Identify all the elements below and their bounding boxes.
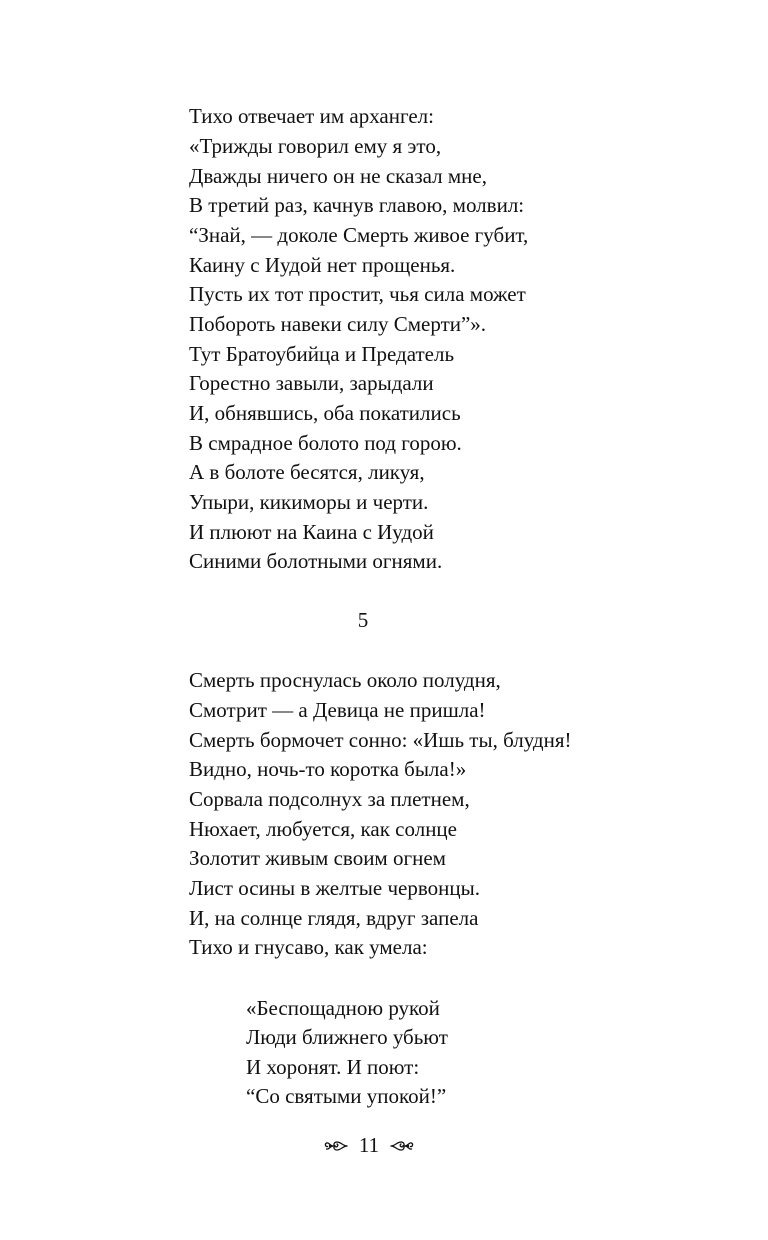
verse-line: А в болоте бесятся, ликуя, bbox=[189, 460, 425, 484]
verse-line: Золотит живым своим огнем bbox=[189, 846, 446, 870]
verse-line: Побороть навеки силу Смерти”». bbox=[189, 312, 487, 336]
page-number: 11 bbox=[358, 1132, 380, 1157]
fleuron-left-icon bbox=[323, 1136, 349, 1154]
verse-line: В третий раз, качнув главою, молвил: bbox=[189, 193, 525, 217]
song-line: Люди ближнего убьют bbox=[246, 1025, 448, 1049]
verse-line: Синими болотными огнями. bbox=[189, 549, 443, 573]
verse-line: «Трижды говорил ему я это, bbox=[189, 134, 442, 158]
verse-line: Смерть бормочет сонно: «Ишь ты, блудня! bbox=[189, 728, 572, 752]
fleuron-right-icon bbox=[389, 1136, 415, 1154]
verse-line: В смрадное болото под горою. bbox=[189, 431, 462, 455]
verse-line: Тихо отвечает им архангел: bbox=[189, 104, 434, 128]
verse-line: Каину с Иудой нет прощенья. bbox=[189, 253, 456, 277]
verse-line: И, на солнце глядя, вдруг запела bbox=[189, 906, 479, 930]
verse-line: Дважды ничего он не сказал мне, bbox=[189, 164, 487, 188]
verse-line: Пусть их тот простит, чья сила может bbox=[189, 282, 526, 306]
verse-line: Тут Братоубийца и Предатель bbox=[189, 342, 455, 366]
song-line: «Беспощадною рукой bbox=[246, 996, 440, 1020]
verse-line: И плюют на Каина с Иудой bbox=[189, 520, 434, 544]
verse-line: Нюхает, любуется, как солнце bbox=[189, 817, 457, 841]
verse-line: Видно, ночь-то коротка была!» bbox=[189, 757, 467, 781]
verse-line: Тихо и гнусаво, как умела: bbox=[189, 935, 428, 959]
verse-line: Горестно завыли, зарыдали bbox=[189, 371, 434, 395]
section-number: 5 bbox=[357, 608, 369, 632]
verse-line: Смерть проснулась около полудня, bbox=[189, 668, 501, 692]
verse-line: “Знай, — доколе Смерть живое губит, bbox=[189, 223, 529, 247]
page-footer bbox=[0, 1130, 738, 1160]
verse-line: Лист осины в желтые червонцы. bbox=[189, 876, 480, 900]
song-line: И хоронят. И поют: bbox=[246, 1055, 420, 1079]
verse-line: Смотрит — а Девица не пришла! bbox=[189, 698, 486, 722]
verse-line: Упыри, кикиморы и черти. bbox=[189, 490, 429, 514]
song-line: “Со святыми упокой!” bbox=[246, 1084, 447, 1108]
verse-line: И, обнявшись, оба покатились bbox=[189, 401, 461, 425]
verse-line: Сорвала подсолнух за плетнем, bbox=[189, 787, 470, 811]
